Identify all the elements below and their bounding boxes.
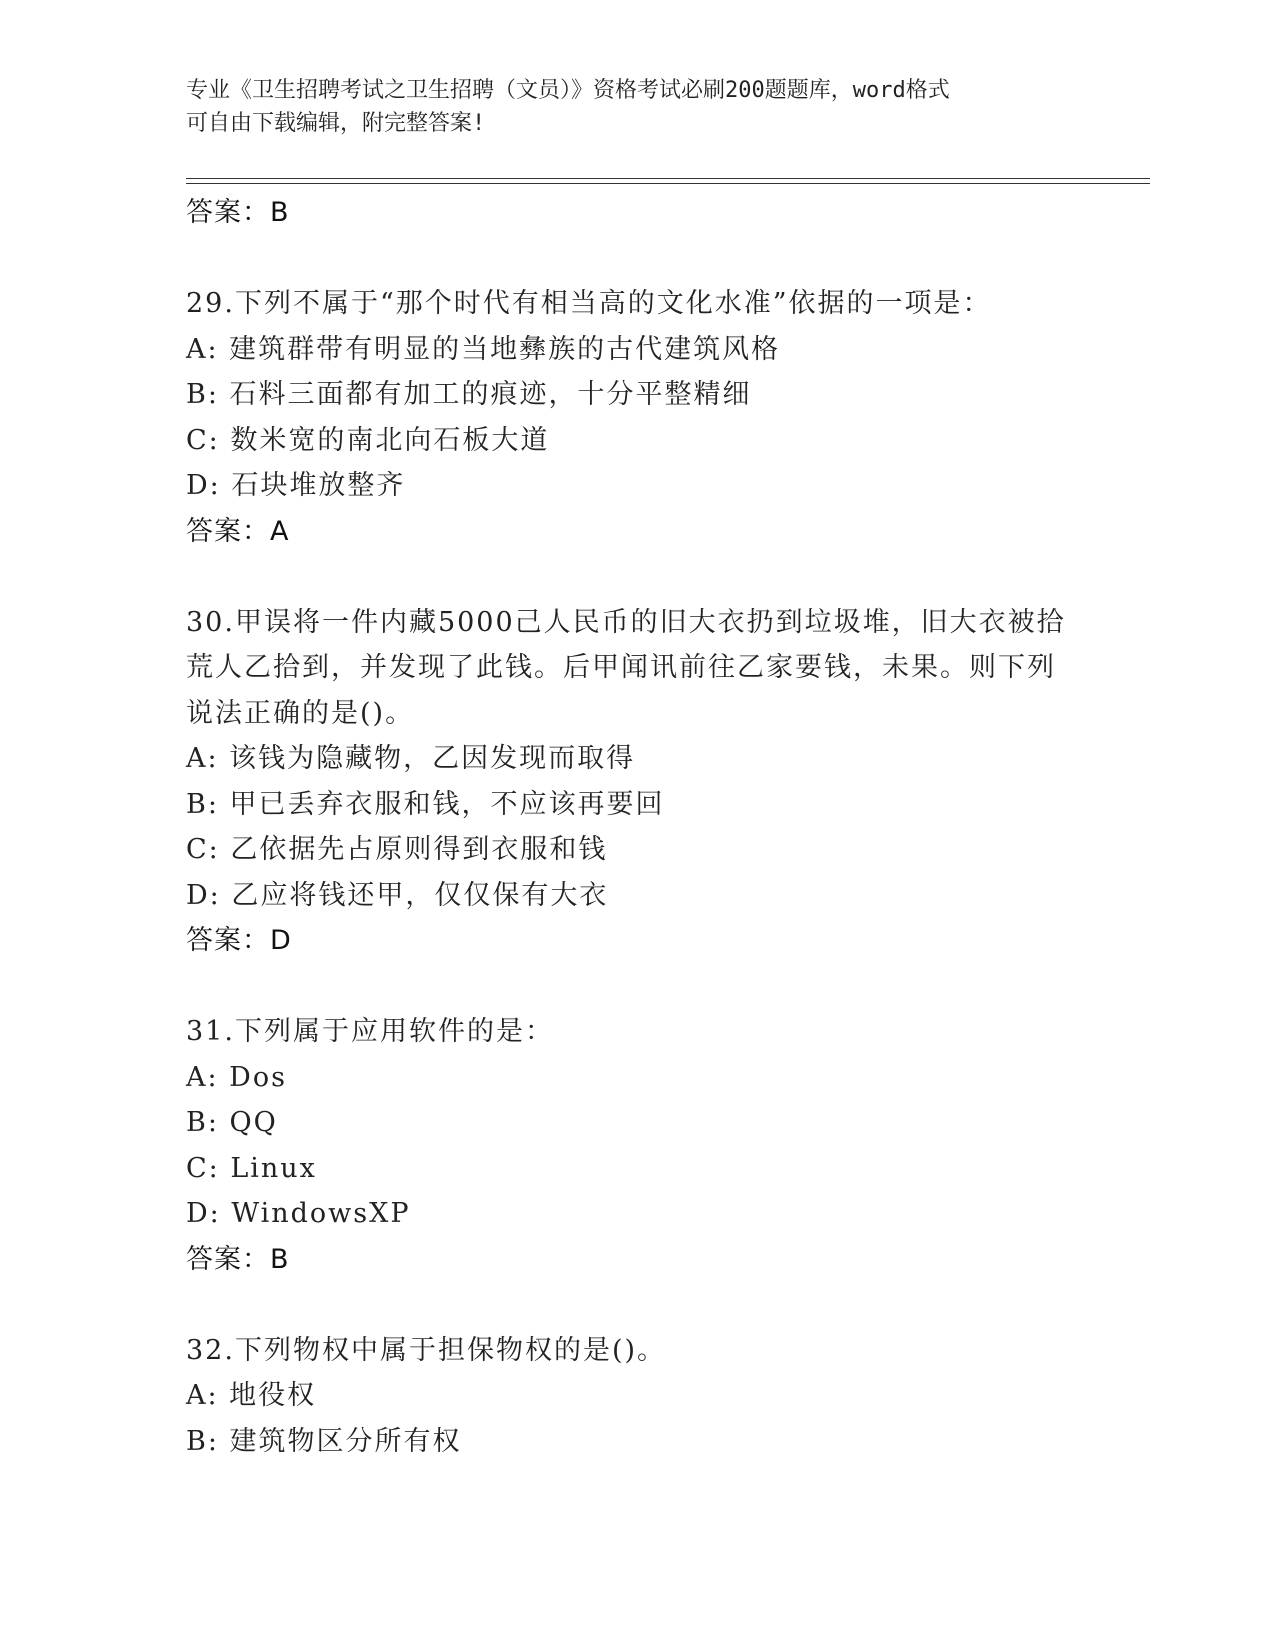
question-stem: 荒人乙拾到，并发现了此钱。后甲闻讯前往乙家要钱，未果。则下列 bbox=[186, 652, 1056, 683]
spacer bbox=[186, 554, 1146, 600]
spacer bbox=[186, 1282, 1146, 1328]
option-a: A: 地役权 bbox=[186, 1380, 317, 1411]
question-stem: 说法正确的是()。 bbox=[186, 697, 415, 729]
document-header bbox=[186, 74, 1086, 140]
answer-line: 答案：B bbox=[186, 197, 290, 228]
document-body bbox=[186, 190, 1146, 1464]
option-c: C: Linux bbox=[186, 1152, 317, 1184]
answer-line: 答案：B bbox=[186, 1243, 290, 1275]
header-rule-bottom bbox=[186, 183, 1150, 184]
option-a: A: 建筑群带有明显的当地彝族的古代建筑风格 bbox=[186, 333, 781, 365]
answer-line: 答案：A bbox=[186, 515, 290, 547]
option-d: D: WindowsXP bbox=[186, 1198, 411, 1229]
option-b: B: 甲已丢弃衣服和钱，不应该再要回 bbox=[186, 788, 665, 820]
option-a: A: Dos bbox=[186, 1061, 287, 1093]
question-stem: 30.甲误将一件内藏5000己人民币的旧大衣扔到垃圾堆，旧大衣被拾 bbox=[186, 606, 1066, 638]
question-stem: 32.下列物权中属于担保物权的是()。 bbox=[186, 1334, 667, 1366]
option-c: C: 乙依据先占原则得到衣服和钱 bbox=[186, 834, 608, 865]
question-31 bbox=[186, 1009, 1146, 1282]
header-rule-top bbox=[186, 178, 1150, 179]
header-line-2: 可自由下载编辑，附完整答案! bbox=[186, 111, 486, 136]
option-d: D: 乙应将钱还甲，仅仅保有大衣 bbox=[186, 879, 609, 911]
option-b: B: 建筑物区分所有权 bbox=[186, 1425, 462, 1457]
question-30 bbox=[186, 600, 1146, 964]
option-c: C: 数米宽的南北向石板大道 bbox=[186, 424, 550, 456]
question-stem: 29.下列不属于“那个时代有相当高的文化水准”依据的一项是： bbox=[186, 288, 992, 319]
option-a: A: 该钱为隐藏物，乙因发现而取得 bbox=[186, 743, 636, 774]
answer-line: 答案：D bbox=[186, 925, 292, 956]
question-stem: 31.下列属于应用软件的是： bbox=[186, 1016, 554, 1047]
option-b: B: QQ bbox=[186, 1107, 278, 1138]
spacer bbox=[186, 964, 1146, 1010]
option-d: D: 石块堆放整齐 bbox=[186, 470, 406, 501]
question-29 bbox=[186, 281, 1146, 554]
header-line-1: 专业《卫生招聘考试之卫生招聘（文员）》资格考试必刷200题题库，word格式 bbox=[186, 78, 950, 103]
spacer bbox=[186, 236, 1146, 282]
option-b: B: 石料三面都有加工的痕迹，十分平整精细 bbox=[186, 379, 752, 410]
question-32 bbox=[186, 1328, 1146, 1465]
